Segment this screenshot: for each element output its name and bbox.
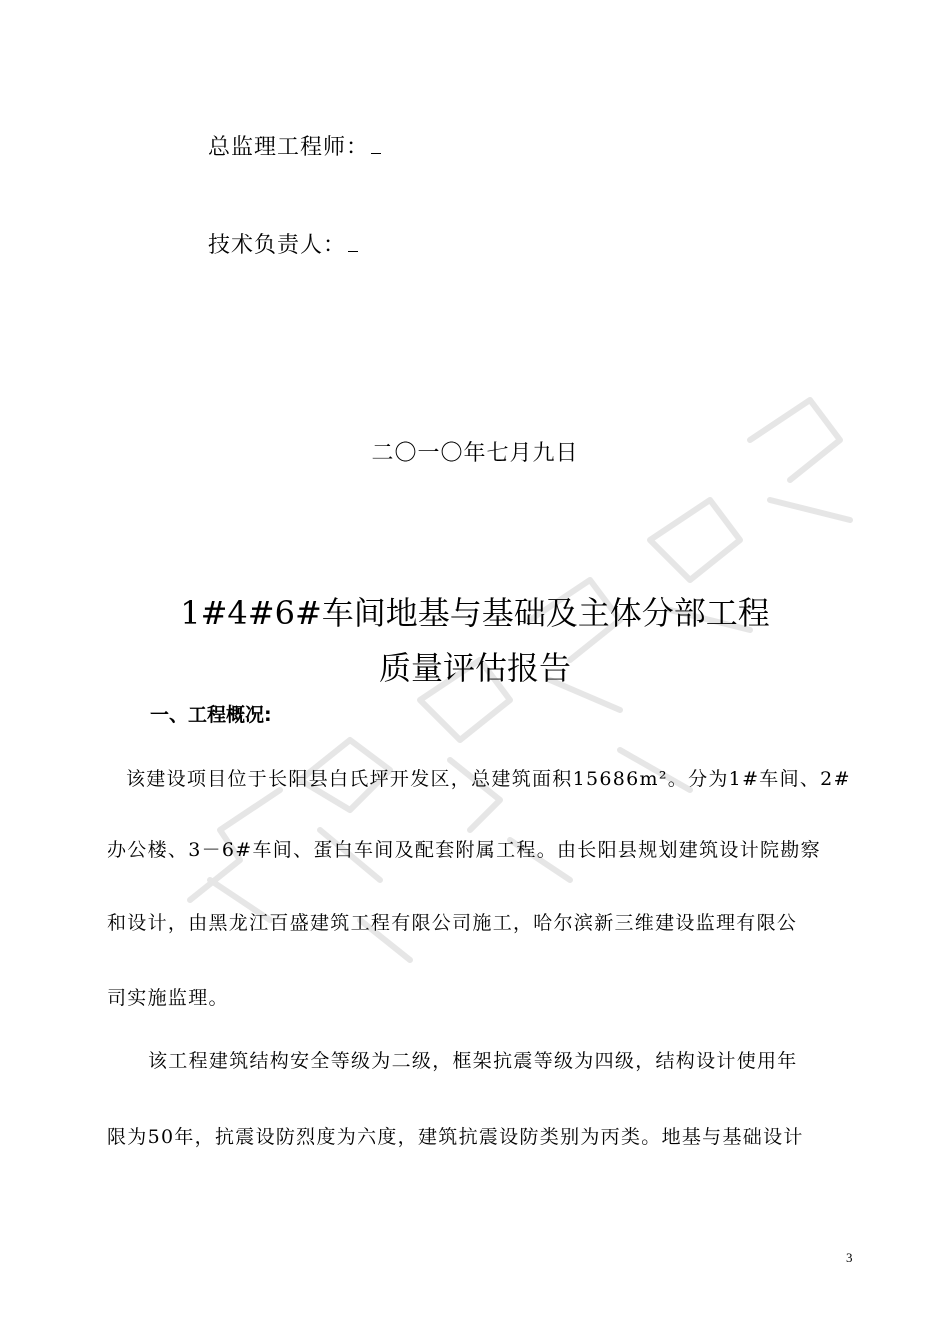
chief-engineer-label: 总监理工程师： [208, 135, 370, 160]
report-title-line1: 1#4#6#车间地基与基础及主体分部工程 [180, 594, 770, 632]
chief-engineer-signature-line [208, 130, 381, 161]
tech-lead-blank [348, 233, 358, 252]
chief-engineer-blank [371, 135, 381, 154]
paragraph-line: 司实施监理。 [107, 987, 229, 1009]
paragraph-line: 该建设项目位于长阳县白氏坪开发区，总建筑面积15686m²。分为1#车间、2# [126, 768, 851, 790]
tech-lead-signature-line [208, 228, 358, 259]
paragraph-line: 和设计，由黑龙江百盛建筑工程有限公司施工，哈尔滨新三维建设监理有限公 [107, 912, 798, 934]
report-date: 二〇一〇年七月九日 [371, 441, 579, 466]
paragraph-line: 该工程建筑结构安全等级为二级，框架抗震等级为四级，结构设计使用年 [148, 1050, 798, 1072]
tech-lead-label: 技术负责人： [208, 233, 347, 258]
page-number: 3 [846, 1250, 853, 1265]
report-title-line2: 质量评估报告 [378, 649, 571, 687]
paragraph-line: 限为50年，抗震设防烈度为六度，建筑抗震设防类别为丙类。地基与基础设计 [107, 1126, 804, 1148]
section-heading: 一、工程概况: [150, 704, 272, 726]
paragraph-line: 办公楼、3－6#车间、蛋白车间及配套附属工程。由长阳县规划建筑设计院勘察 [107, 839, 821, 861]
